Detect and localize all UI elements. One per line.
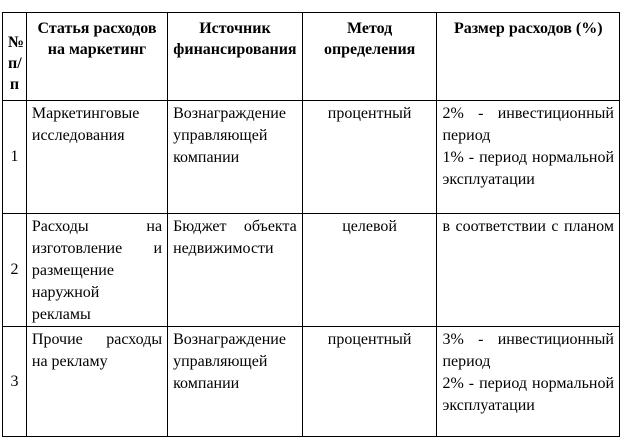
table-header-row	[3, 13, 620, 101]
expense-size-line: 1% - период нормальной эксплуатации	[442, 149, 614, 188]
header-num: № п/п	[3, 13, 27, 101]
method: процентный	[302, 101, 437, 214]
method: процентный	[302, 327, 437, 437]
expense-size	[437, 101, 620, 214]
funding-source: Вознаграждение управляющей компании	[168, 101, 303, 214]
expense-item: Прочие расходы на рекламу	[26, 327, 167, 437]
row-number: 1	[3, 101, 27, 214]
table-row	[3, 101, 620, 214]
expense-size-line: в соответствии с планом	[442, 218, 614, 235]
funding-source: Бюджет объекта недвижимости	[168, 214, 303, 327]
row-number: 3	[3, 327, 27, 437]
marketing-expenses-table	[2, 12, 620, 437]
expense-item: Расходы на изготовление и размещение наружной рекламы	[26, 214, 167, 327]
header-source: Источник финансирования	[168, 13, 303, 101]
expense-item: Маркетинговые исследования	[26, 101, 167, 214]
expense-size-line: 2% - инвестиционный период	[442, 105, 614, 144]
header-item: Статья расходов на маркетинг	[26, 13, 167, 101]
expense-size-line: 2% - период нормальной эксплуатации	[442, 375, 614, 414]
table-row	[3, 327, 620, 437]
row-number: 2	[3, 214, 27, 327]
expense-size	[437, 327, 620, 437]
header-method: Метод определения	[302, 13, 437, 101]
table-row	[3, 214, 620, 327]
funding-source: Вознаграждение управляющей компании	[168, 327, 303, 437]
expense-size-line: 3% - инвестиционный период	[442, 331, 614, 370]
expense-size	[437, 214, 620, 327]
method: целевой	[302, 214, 437, 327]
header-size: Размер расходов (%)	[437, 13, 620, 101]
